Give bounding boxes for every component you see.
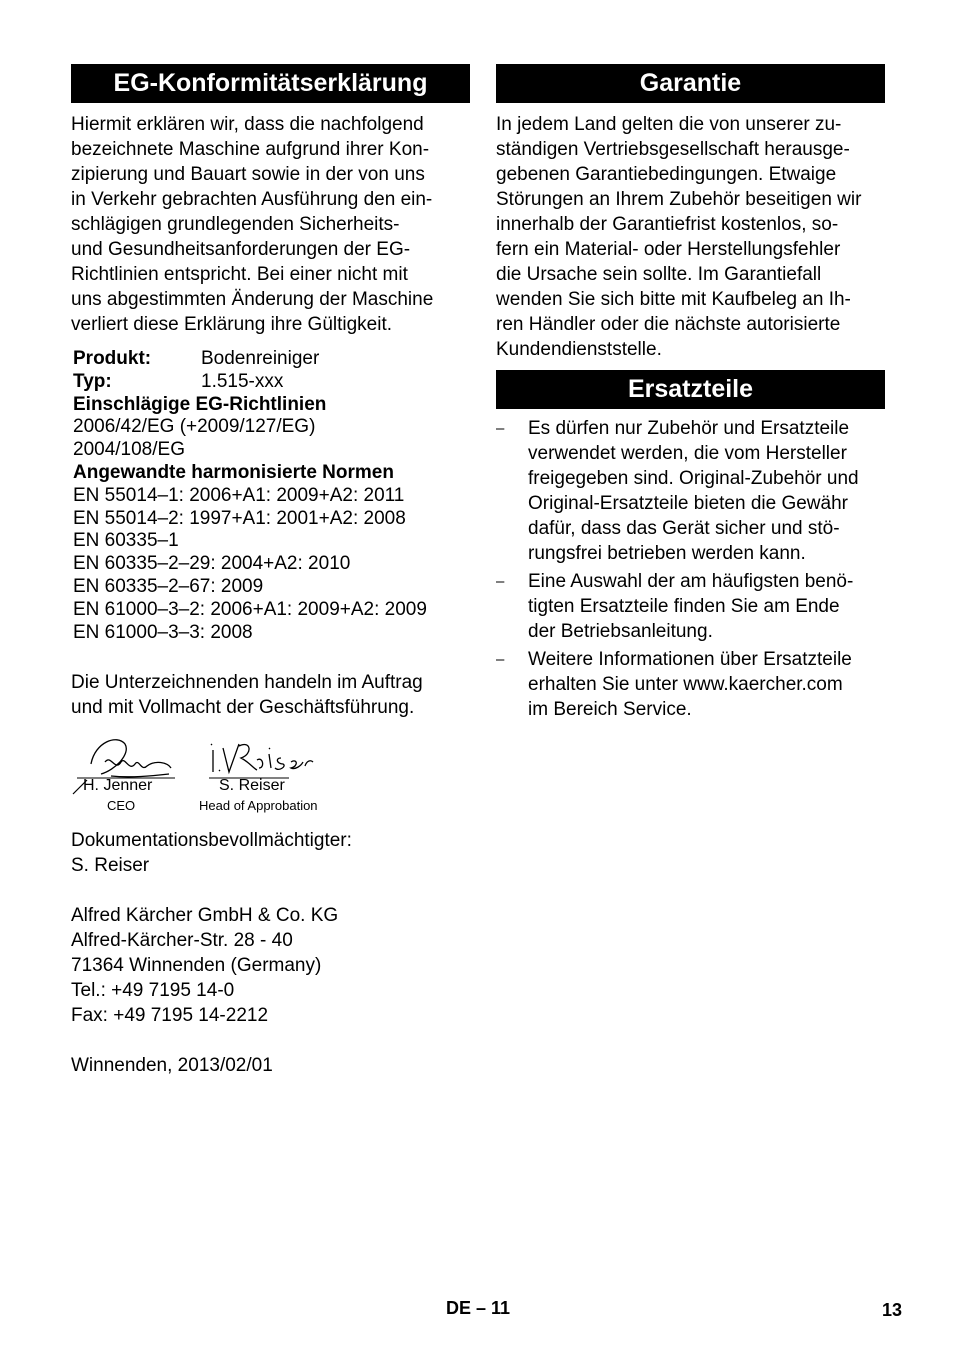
directive-item: 2006/42/EG (+2009/127/EG) [73, 416, 316, 438]
product-value: Bodenreiniger [201, 348, 320, 369]
doc-rep-name: S. Reiser [71, 855, 150, 877]
product-row [73, 348, 470, 371]
standard-item: EN 61000–3–2: 2006+A1: 2009+A2: 2009 [73, 598, 427, 620]
list-item [496, 416, 885, 566]
bullet-dash-icon: – [496, 573, 505, 590]
standard-item: EN 55014–2: 1997+A1: 2001+A2: 2008 [73, 507, 406, 529]
footer-section-page: – 11 [476, 1298, 511, 1318]
directives-heading: Einschlägige EG-Richtlinien [73, 393, 327, 415]
address-line: Fax: +49 7195 14-2212 [71, 1005, 269, 1027]
list-item [496, 569, 885, 644]
warranty-column [496, 64, 885, 725]
directive-item: 2004/108/EG [73, 439, 185, 461]
address-line: Alfred-Kärcher-Str. 28 - 40 [71, 930, 293, 952]
list-item-text: Es dürfen nur Zubehör und Ersatzteile verwendet werden, die vom Hersteller freigegeben sind. Original-Zubehör und Original-Ersatzteile bieten die Gewähr dafür, dass das Gerät sicher und stö- rungsfrei betrieben werden kann. [528, 418, 859, 564]
list-item-text: Eine Auswahl der am häufigsten benö- tigten Ersatzteile finden Sie am Ende der Betriebsanleitung. [528, 571, 854, 642]
standards-heading: Angewandte harmonisierte Normen [73, 461, 394, 483]
place-date: Winnenden, 2013/02/01 [71, 1055, 273, 1077]
conformity-column [71, 64, 470, 1078]
footer-language: DE [446, 1298, 472, 1318]
warranty-text: In jedem Land gelten die von unserer zu- ständigen Vertriebsgesellschaft herausge- gebenen Garantiebedingungen. Etwaige Störungen an Ihrem Zubehör beseitigen wir innerhalb der Garantiefrist kostenlos, so- fern ein Material- oder Herstellungsfehler die Ursache sein sollte. Im Garantiefall wenden Sie sich bitte mit Kaufbeleg an Ih- ren Händler oder die nächste autorisierte Kundendienststelle. [496, 114, 862, 360]
bullet-dash-icon: – [496, 651, 505, 668]
footer-page-number: 13 [882, 1300, 903, 1320]
type-row [73, 371, 470, 394]
type-value: 1.515-xxx [201, 370, 284, 392]
warranty-heading: Garantie [496, 64, 885, 103]
standard-item: EN 55014–1: 2006+A1: 2009+A2: 2011 [73, 484, 405, 506]
standard-item: EN 60335–2–67: 2009 [73, 575, 264, 597]
signatory-role: CEO [107, 798, 136, 814]
standard-item: EN 61000–3–3: 2008 [73, 621, 253, 643]
standard-item: EN 60335–2–29: 2004+A2: 2010 [73, 553, 351, 575]
signatures [71, 732, 470, 824]
product-specs [73, 348, 470, 644]
signatory-name: S. Reiser [219, 777, 285, 795]
product-label: Produkt: [73, 348, 152, 369]
address-block [71, 903, 470, 1028]
address-line: Tel.: +49 7195 14-0 [71, 980, 235, 1002]
address-line: Alfred Kärcher GmbH & Co. KG [71, 905, 339, 927]
authority-statement: Die Unterzeichnenden handeln im Auftrag und mit Vollmacht der Geschäftsführung. [71, 672, 423, 719]
standard-item: EN 60335–1 [73, 530, 179, 552]
signatory-role: Head of Approbation [199, 798, 318, 814]
conformity-heading: EG-Konformitätserklärung [71, 64, 470, 103]
spare-parts-heading: Ersatzteile [496, 370, 885, 409]
conformity-intro: Hiermit erklären wir, dass die nachfolgend bezeichnete Maschine aufgrund ihrer Kon- zipierung und Bauart sowie in der von uns in Verkehr gebrachten Ausführung den ein- schlägigen grundlegenden Sicherheits- und Gesundheitsanforderungen der EG- Richtlinien entspricht. Bei einer nicht mit uns abgestimmten Änderung der Maschine verliert diese Erklärung ihre Gültigkeit. [71, 114, 434, 335]
list-item-text: Weitere Informationen über Ersatzteile erhalten Sie unter www.kaercher.com im Bereich Service. [528, 649, 852, 720]
doc-rep-label: Dokumentationsbevollmächtigter: [71, 830, 352, 852]
list-item [496, 647, 885, 722]
footer-section-label [446, 1298, 510, 1319]
spare-parts-list [496, 416, 885, 722]
type-label: Typ: [73, 370, 112, 392]
bullet-dash-icon: – [496, 420, 505, 437]
signatory-name: H. Jenner [83, 777, 153, 795]
address-line: 71364 Winnenden (Germany) [71, 955, 322, 977]
